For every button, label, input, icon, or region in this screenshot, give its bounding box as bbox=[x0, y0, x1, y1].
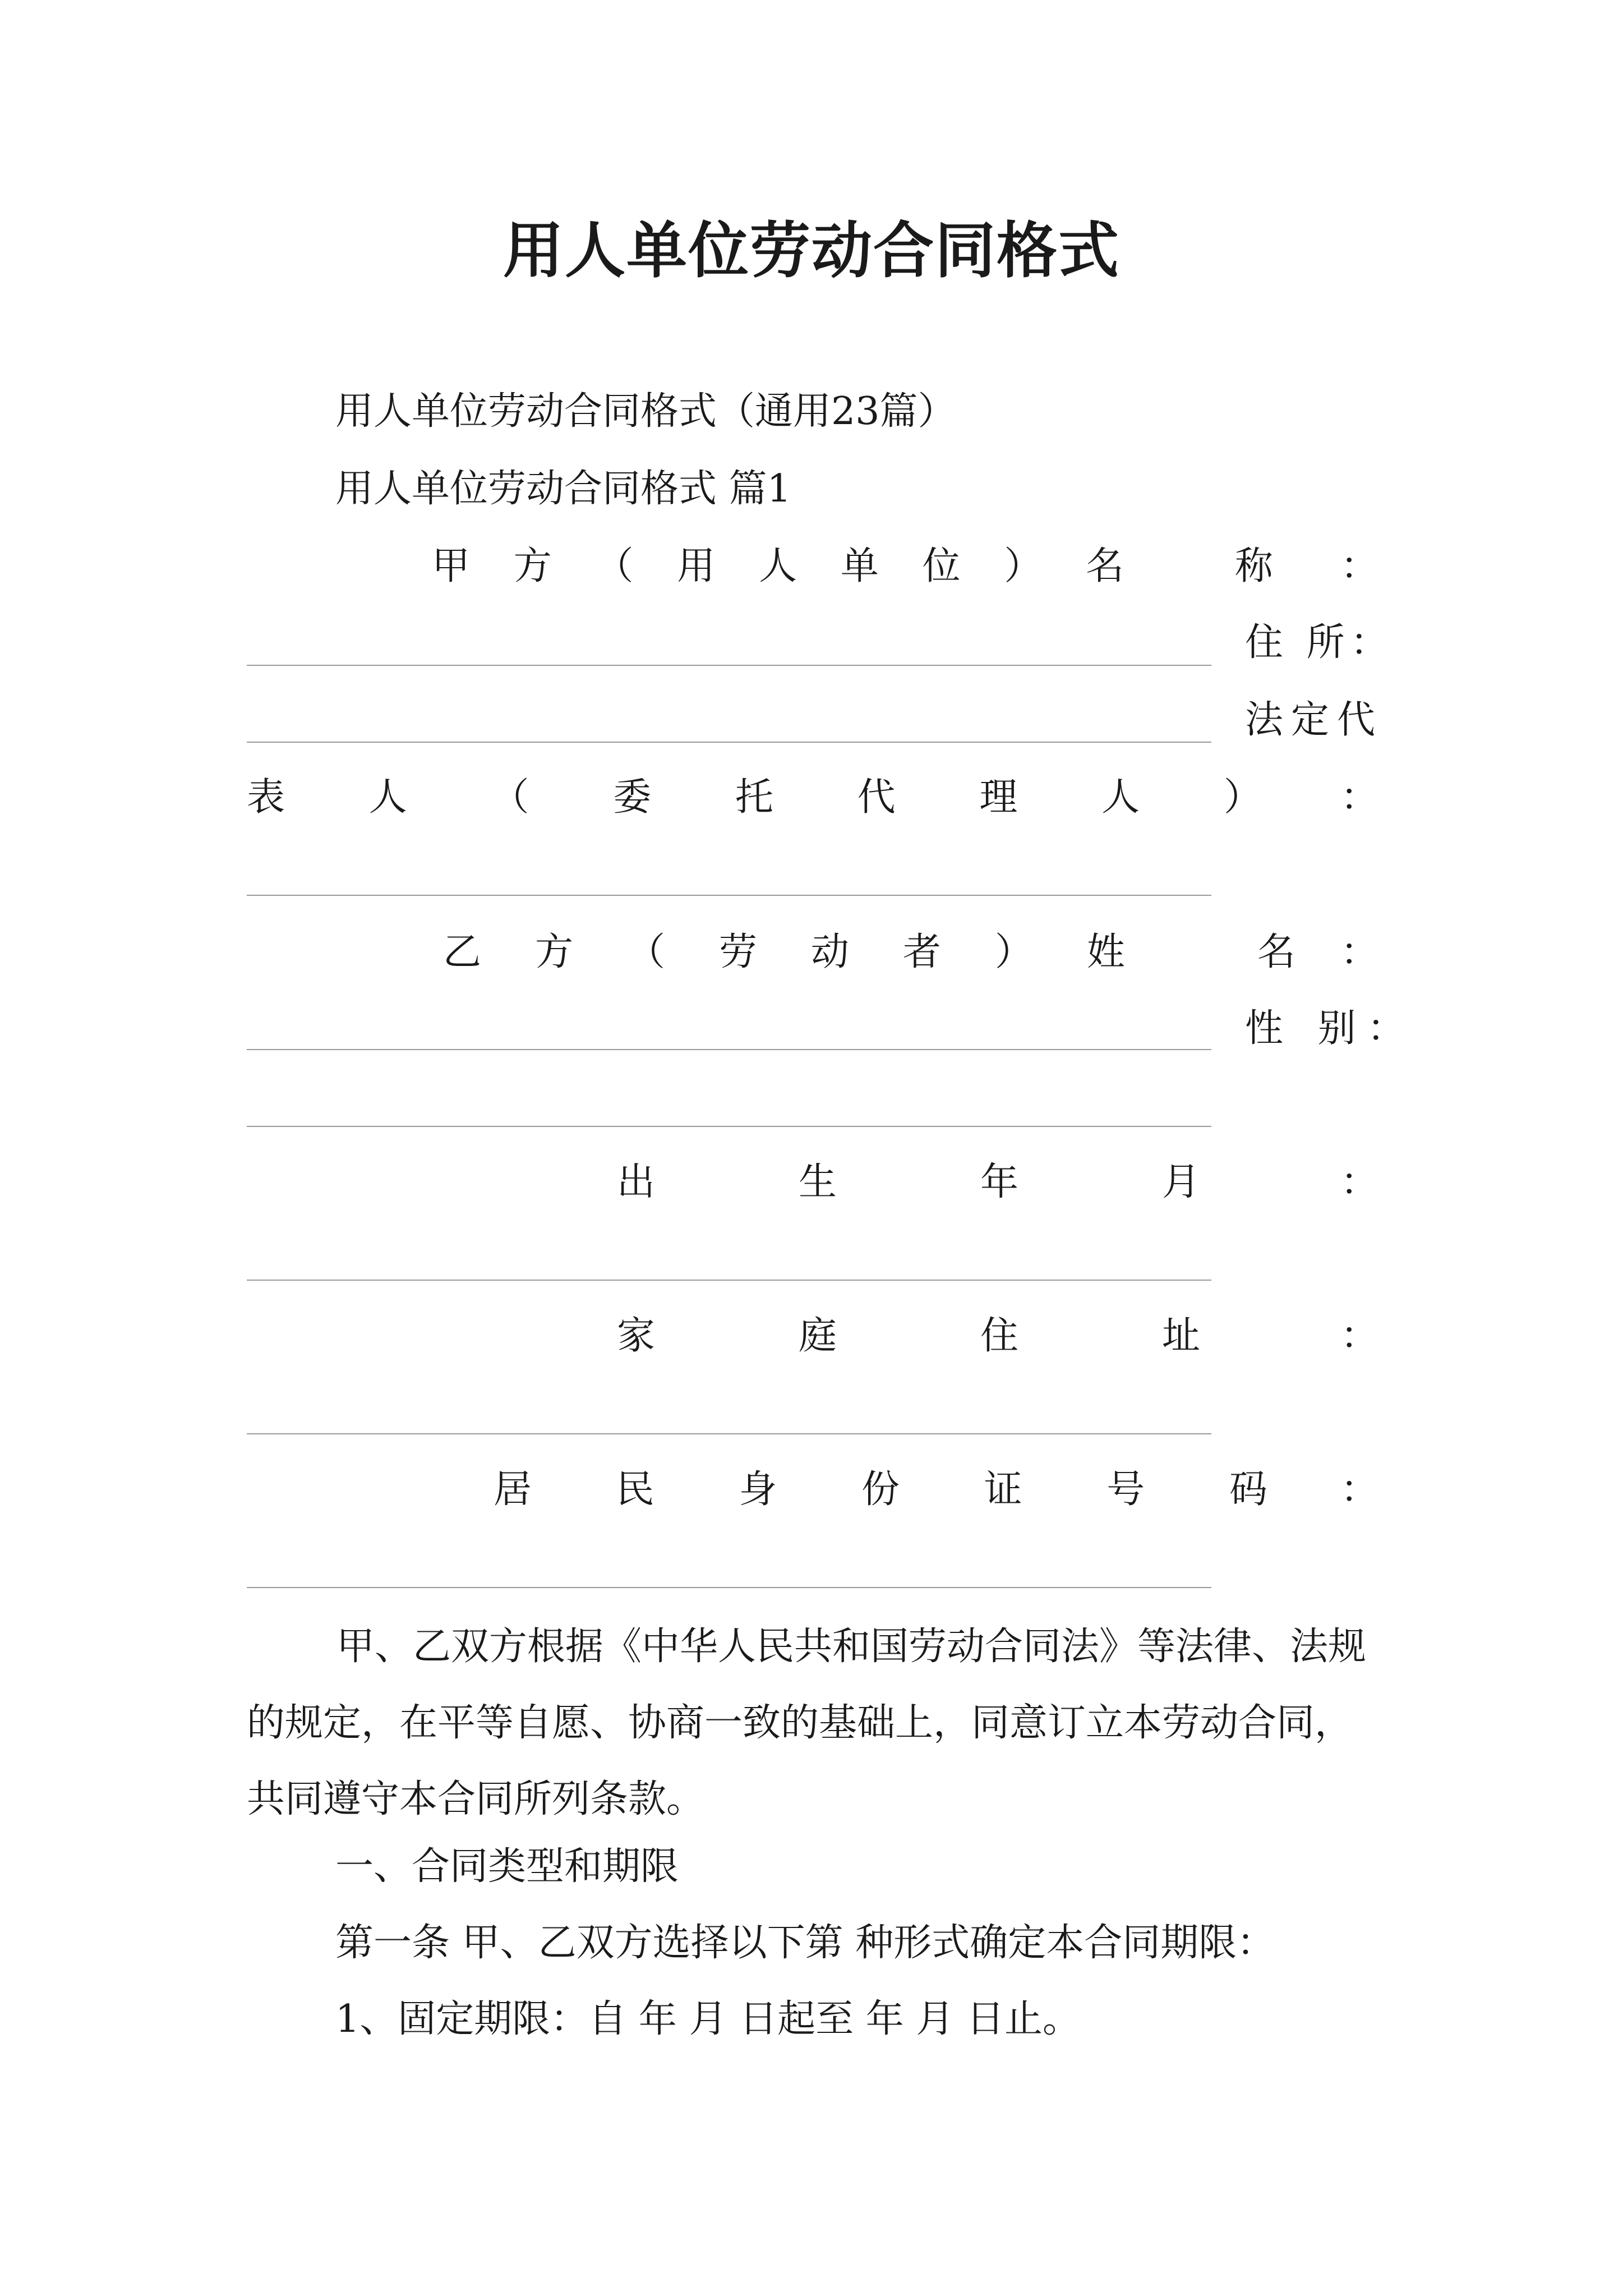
party-b-name-colon: ： bbox=[1340, 930, 1379, 974]
party-b-home-label: 家 庭 住 址 bbox=[617, 1314, 1200, 1358]
party-a-rep-line bbox=[247, 895, 1211, 896]
party-b-id-line bbox=[247, 1587, 1211, 1588]
party-a-name-label: 甲 方 （ 用 人 单 位 ） 名 称 bbox=[432, 544, 1273, 588]
party-b-id-label: 居 民 身 份 证 号 码 bbox=[494, 1467, 1267, 1512]
party-a-rep-label-b: 表 人 （ 委 托 代 理 人 ） bbox=[247, 775, 1262, 820]
party-a-name-line bbox=[247, 665, 1211, 666]
party-b-name-label: 乙 方 （ 劳 动 者 ） 姓 名 bbox=[443, 930, 1295, 974]
party-b-birth-colon: ： bbox=[1340, 1160, 1379, 1204]
body-paragraph: 甲、乙双方根据《中华人民共和国劳动合同法》等法律、法规的规定，在平等自愿、协商一致的基础上，同意订立本劳动合同，共同遵守本合同所列条款。 bbox=[247, 1625, 1367, 1821]
party-a-address-line bbox=[247, 742, 1211, 743]
document-subtitle: 用人单位劳动合同格式（通用23篇） bbox=[335, 389, 956, 434]
part-heading: 用人单位劳动合同格式 篇1 bbox=[335, 467, 791, 511]
party-b-birth-label: 出 生 年 月 bbox=[617, 1160, 1200, 1204]
section-heading: 一、合同类型和期限 bbox=[335, 1844, 679, 1889]
party-b-gender-line bbox=[247, 1126, 1211, 1127]
party-b-name-line bbox=[247, 1049, 1211, 1050]
party-b-id-colon: ： bbox=[1340, 1467, 1379, 1512]
party-a-rep-label-a: 法定代 bbox=[1245, 698, 1384, 742]
party-a-address-label: 住 所： bbox=[1245, 620, 1394, 665]
list-item: 1、固定期限：自 年 月 日起至 年 月 日止。 bbox=[335, 1997, 1081, 2041]
party-b-gender-label: 性 别： bbox=[1245, 1006, 1417, 1051]
article-text: 第一条 甲、乙双方选择以下第 种形式确定本合同期限： bbox=[335, 1921, 1275, 1965]
party-b-home-line bbox=[247, 1433, 1211, 1434]
party-a-rep-colon: ： bbox=[1340, 775, 1379, 820]
party-b-birth-line bbox=[247, 1280, 1211, 1281]
party-a-name-colon: ： bbox=[1340, 544, 1379, 588]
party-b-home-colon: ： bbox=[1340, 1314, 1379, 1358]
document-title: 用人单位劳动合同格式 bbox=[502, 215, 1120, 286]
